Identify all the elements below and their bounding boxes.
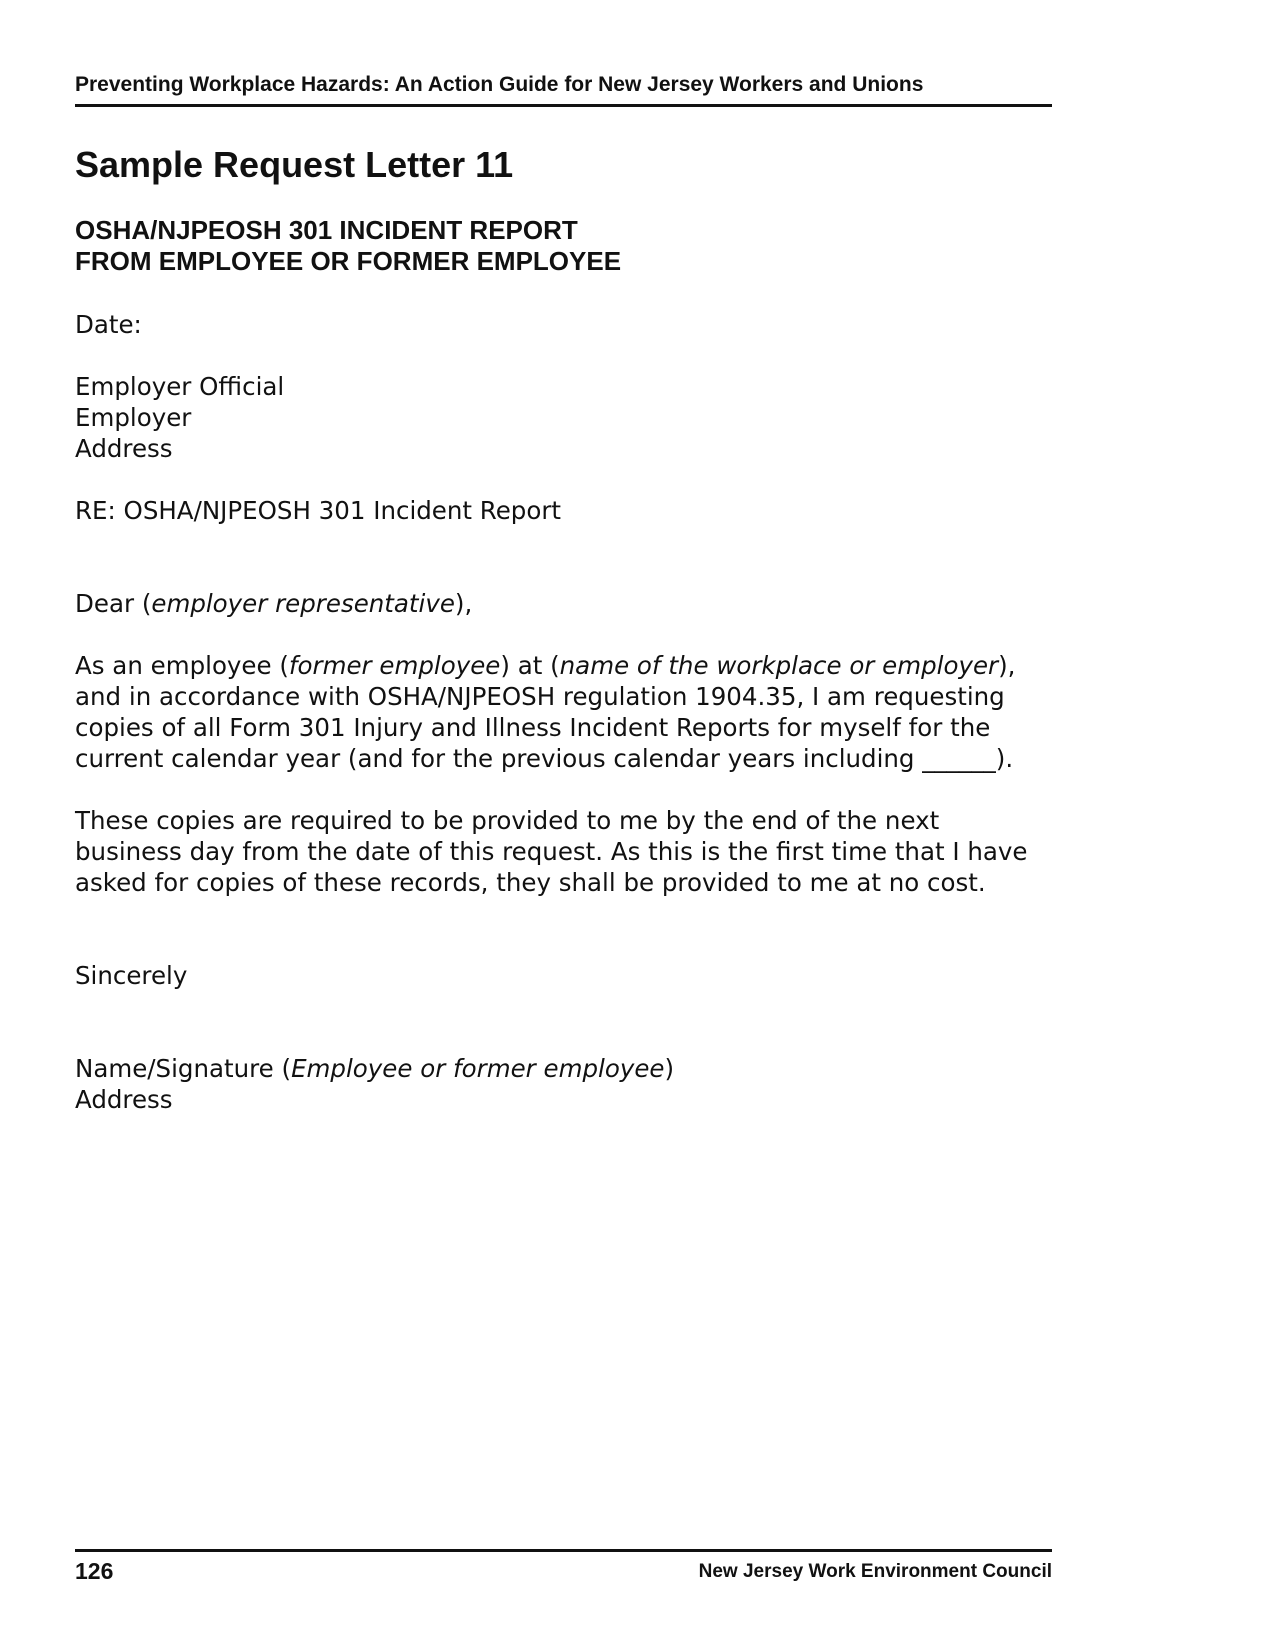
paragraph-line: business day from the date of this request. As this is the first time that I have	[75, 837, 1028, 866]
paragraph-line	[75, 650, 1065, 681]
running-header: Preventing Workplace Hazards: An Action Guide for New Jersey Workers and Unions	[75, 73, 924, 96]
footer-organization: New Jersey Work Environment Council	[698, 1561, 1052, 1582]
document-subtitle	[75, 215, 621, 277]
paragraph-line: These copies are required to be provided to me by the end of the next	[75, 806, 940, 835]
signature-address: Address	[75, 1085, 173, 1114]
signature-line	[75, 1053, 1065, 1084]
header-rule	[75, 104, 1052, 107]
paragraph-text: ),	[998, 651, 1016, 680]
salutation	[75, 588, 1065, 619]
paragraph-line: current calendar year (and for the previous calendar years including ______).	[75, 744, 1014, 773]
paragraph-text: ) at (	[500, 651, 560, 680]
deadline-paragraph	[75, 805, 1065, 898]
signature-prefix: Name/Signature (	[75, 1054, 292, 1083]
re-line: RE: OSHA/NJPEOSH 301 Incident Report	[75, 496, 562, 525]
letter-body	[75, 309, 1065, 1115]
page-title: Sample Request Letter 11	[75, 144, 514, 185]
salutation-placeholder: employer representative	[151, 589, 455, 618]
signature-suffix: )	[664, 1054, 675, 1083]
paragraph-line: and in accordance with OSHA/NJPEOSH regulation 1904.35, I am requesting	[75, 682, 1005, 711]
salutation-prefix: Dear (	[75, 589, 152, 618]
subtitle-line: OSHA/NJPEOSH 301 INCIDENT REPORT	[75, 215, 578, 245]
recipient-line: Address	[75, 434, 173, 463]
recipient-block	[75, 371, 1065, 464]
employee-status-placeholder: former employee	[288, 651, 501, 680]
recipient-line: Employer	[75, 403, 192, 432]
footer-rule	[75, 1549, 1052, 1552]
paragraph-line: copies of all Form 301 Injury and Illness Incident Reports for myself for the	[75, 713, 991, 742]
page-number: 126	[75, 1558, 114, 1584]
signature-block	[75, 1053, 1065, 1115]
request-paragraph	[75, 650, 1065, 774]
paragraph-text: As an employee (	[75, 651, 289, 680]
paragraph-line: asked for copies of these records, they shall be provided to me at no cost.	[75, 868, 986, 897]
signature-placeholder: Employee or former employee	[291, 1054, 665, 1083]
salutation-suffix: ),	[454, 589, 473, 618]
closing: Sincerely	[75, 961, 188, 990]
subtitle-line: FROM EMPLOYEE OR FORMER EMPLOYEE	[75, 246, 622, 276]
workplace-placeholder: name of the workplace or employer	[559, 651, 999, 680]
date-label: Date:	[75, 310, 142, 339]
recipient-line: Employer Official	[75, 372, 285, 401]
